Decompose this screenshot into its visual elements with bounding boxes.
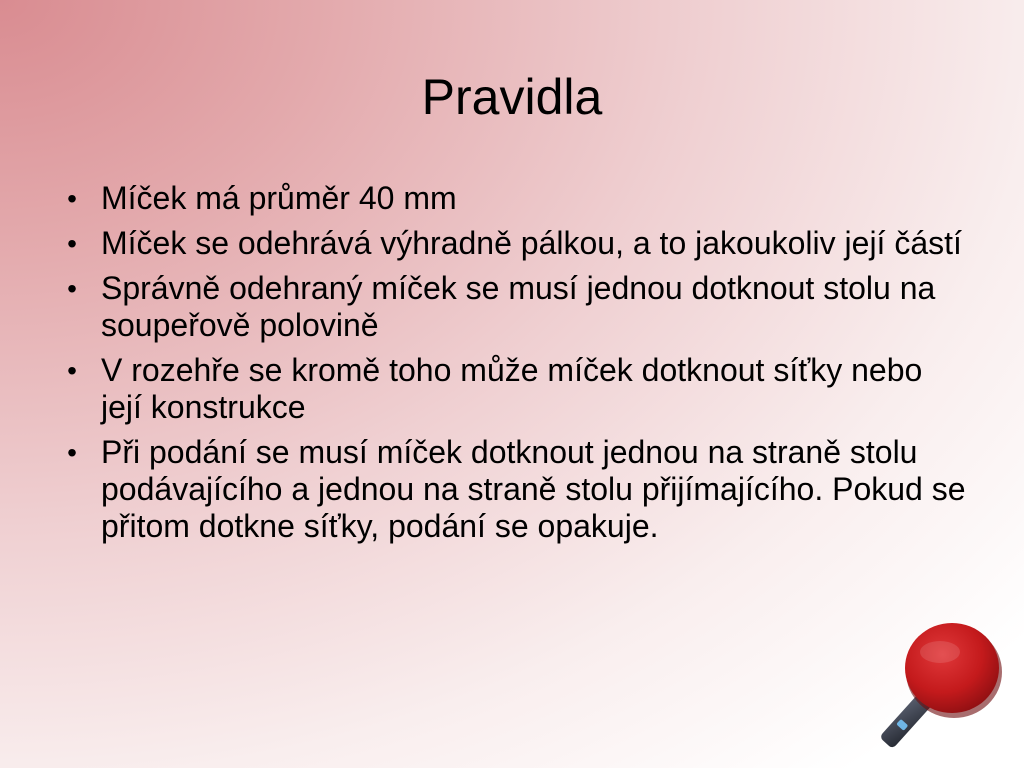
bullet-item xyxy=(62,352,972,426)
table-tennis-paddle-icon xyxy=(868,620,1003,755)
bullet-point-icon: • xyxy=(67,228,77,259)
bullet-text: Správně odehraný míček se musí jednou dotknout stolu na soupeřově polovině xyxy=(101,270,936,343)
bullet-point-icon: • xyxy=(67,437,77,468)
bullet-point-icon: • xyxy=(67,355,77,386)
bullet-item xyxy=(62,180,972,217)
bullet-item xyxy=(62,434,972,545)
bullet-point-icon: • xyxy=(67,183,77,214)
bullet-text: V rozehře se kromě toho může míček dotknout síťky nebo její konstrukce xyxy=(101,352,923,425)
bullet-item xyxy=(62,270,972,344)
bullet-text: Míček má průměr 40 mm xyxy=(101,180,457,216)
bullet-item xyxy=(62,225,972,262)
bullet-list xyxy=(62,180,972,553)
bullet-text: Při podání se musí míček dotknout jednou na straně stolu podávajícího a jednou na straně stolu přijímajícího. Pokud se přitom dotkne síťky, podání se opakuje. xyxy=(101,434,966,544)
slide-title: Pravidla xyxy=(421,69,603,125)
bullet-point-icon: • xyxy=(67,273,77,304)
bullet-text: Míček se odehrává výhradně pálkou, a to jakoukoliv její částí xyxy=(101,225,962,261)
